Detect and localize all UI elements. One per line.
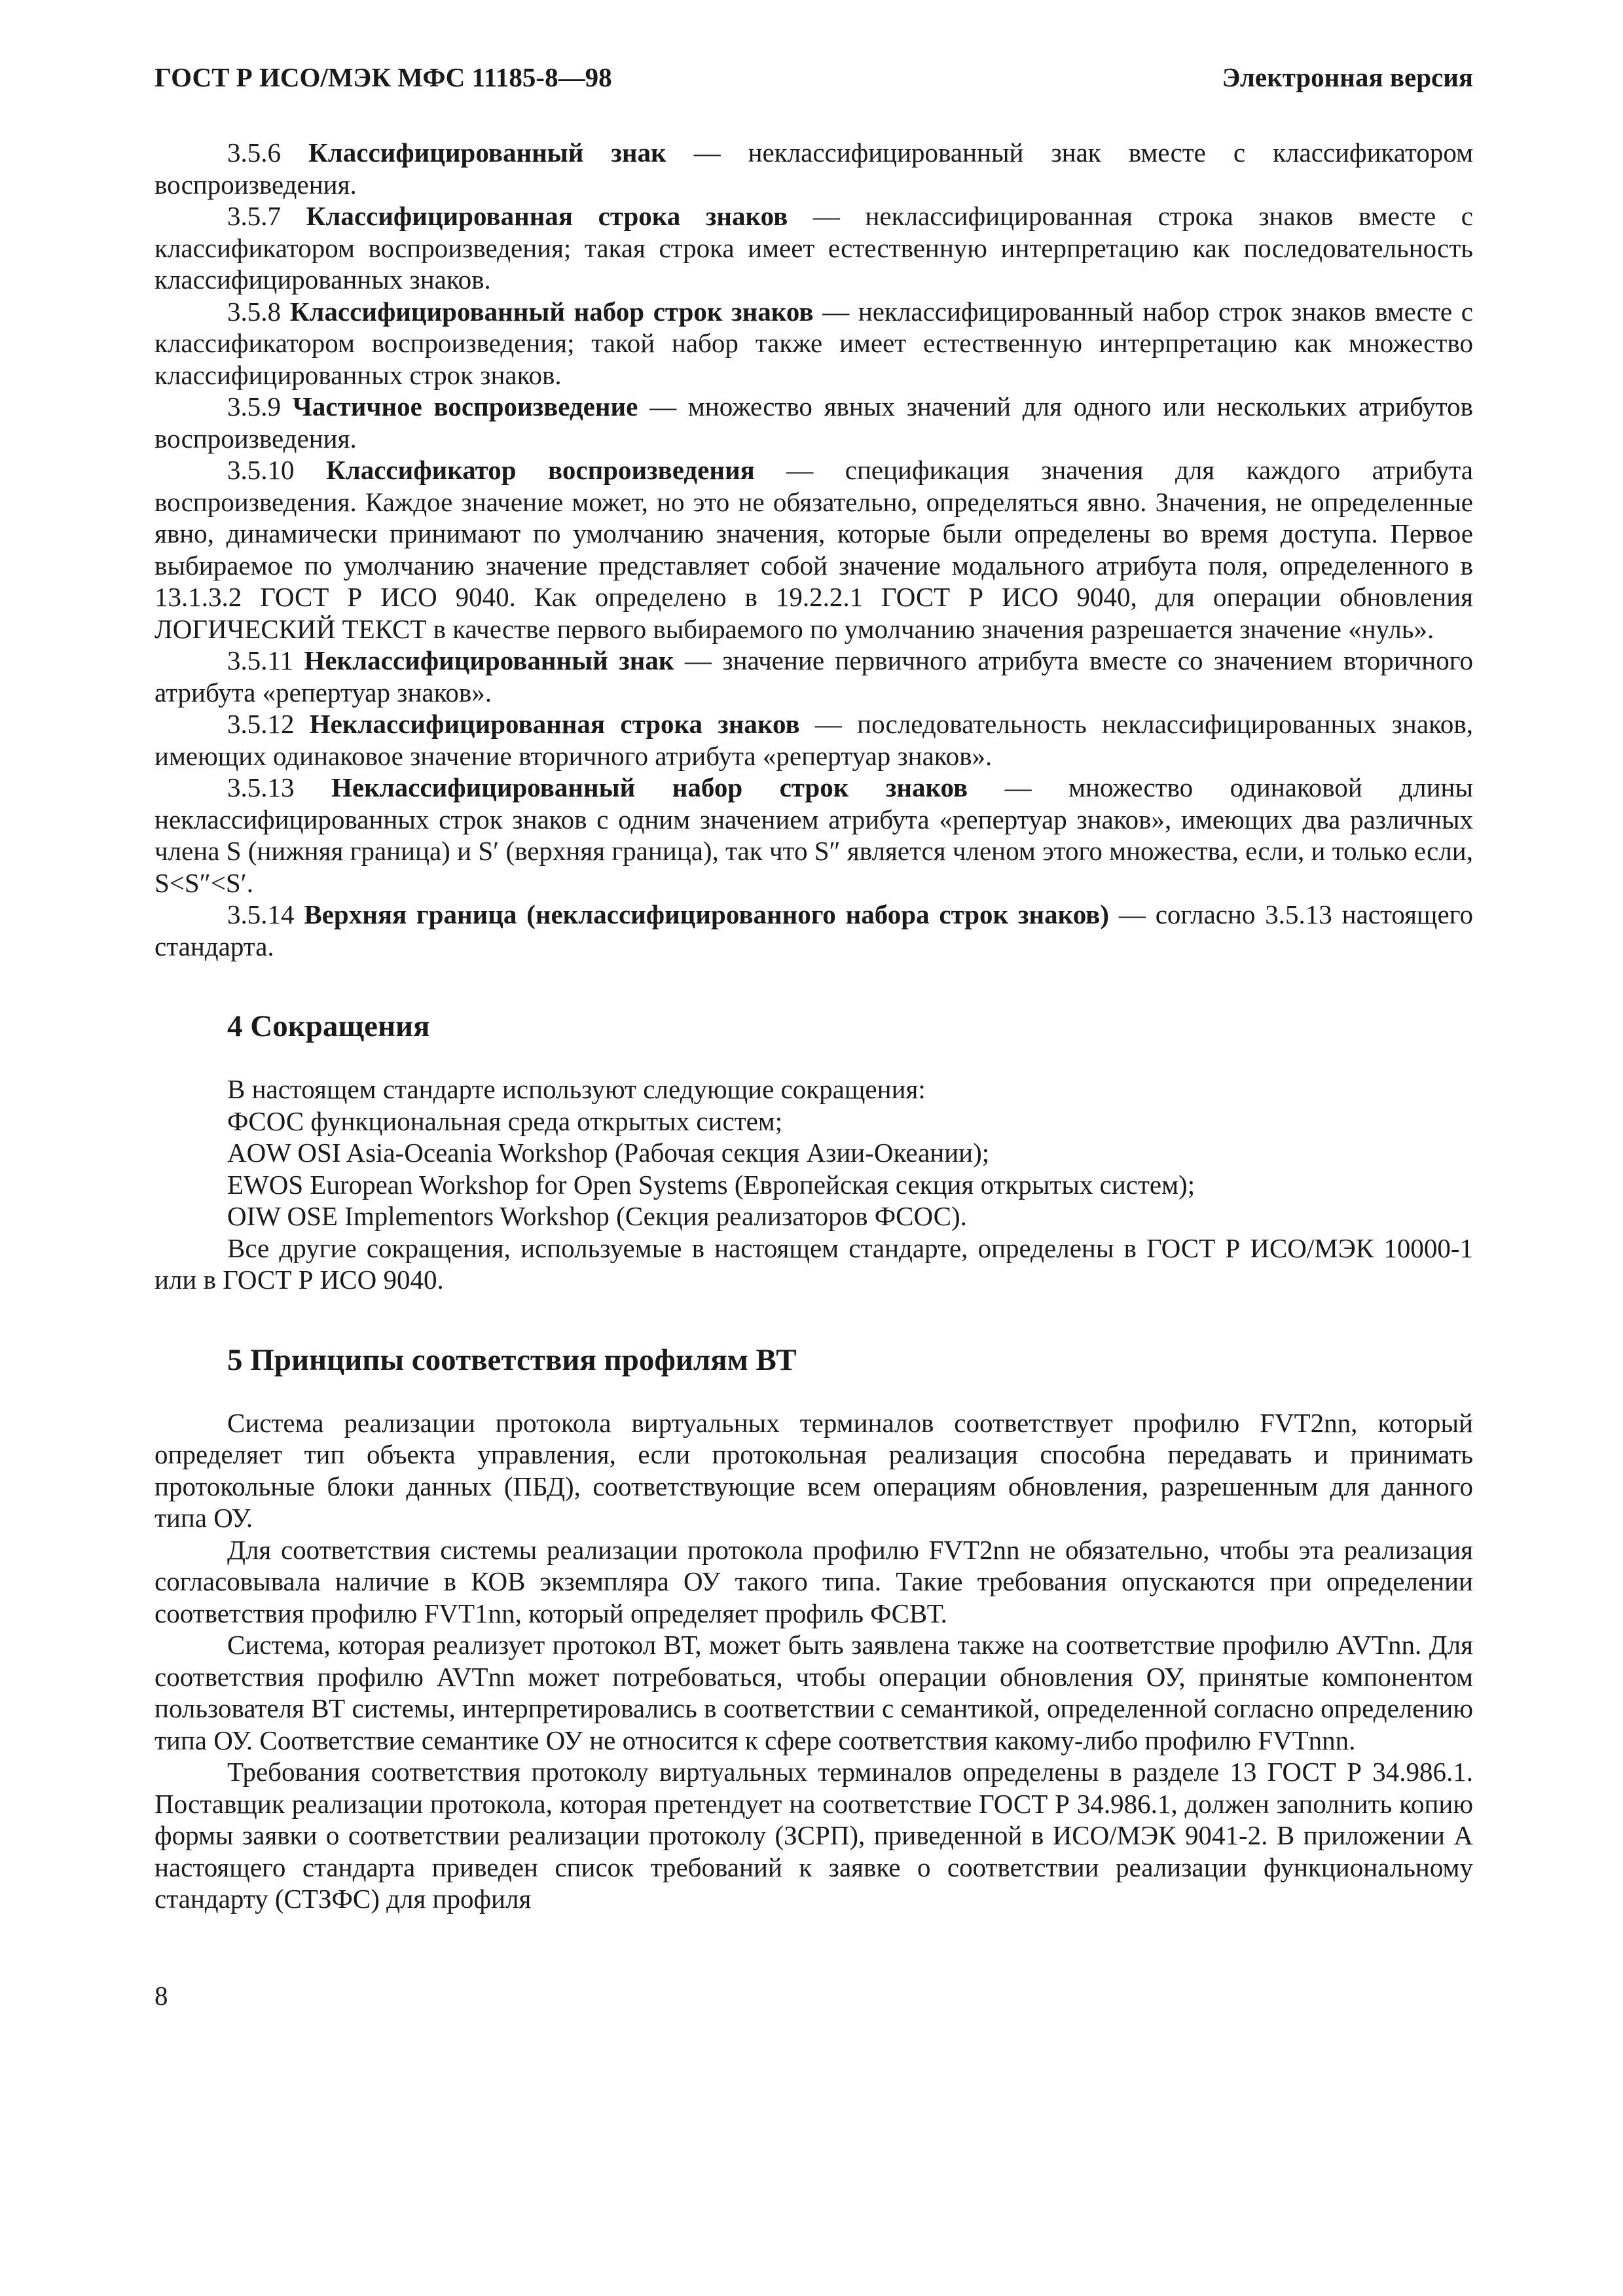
- definition-3-5-6: 3.5.6 Классифицированный знак — неклассифицированный знак вместе с классификатором воспроизведения.: [155, 137, 1474, 200]
- definition-3-5-14: 3.5.14 Верхняя граница (неклассифицированного набора строк знаков) — согласно 3.5.13 настоящего стандарта.: [155, 899, 1473, 961]
- abbreviation-item: AOW OSI Asia-Oceania Workshop (Рабочая секция Азии-Океании);: [227, 1138, 990, 1168]
- version-label: Электронная версия: [1222, 62, 1473, 92]
- section-5-paragraph: Система, которая реализует протокол ВТ, может быть заявлена также на соответствие профилю AVTnn. Для соответствия профилю AVTnn может потребоваться, чтобы операции обновления ОУ, принятые компонентом пользователя ВТ системы, интерпретировались в соответствии с семантикой, определенной согласно определению типа ОУ. Соответствие семантике ОУ не относится к сфере соответствия какому-либо профилю FVTnnn.: [155, 1630, 1473, 1755]
- term: Неклассифицированная строка знаков: [309, 709, 800, 739]
- section-5-paragraph: Требования соответствия протоколу виртуальных терминалов определены в разделе 13 ГОСТ Р 34.986.1. Поставщик реализации протокола, которая претендует на соответствие ГОСТ Р 34.986.1, должен заполнить копию формы заявки о соответствии реализации протоколу (ЗСРП), приведенной в ИСО/МЭК 9041-2. В приложении А настоящего стандарта приведен список требований к заявке о соответствии реализации функциональному стандарту (СТЗФС) для профиля: [155, 1757, 1473, 1914]
- definition-3-5-11: 3.5.11 Неклассифицированный знак — значение первичного атрибута вместе со значением вторичного атрибута «репертуар знаков».: [155, 645, 1473, 708]
- term: Классифицированный набор строк знаков: [289, 296, 814, 327]
- term: Классифицированная строка знаков: [306, 201, 788, 231]
- page-header: [155, 58, 1473, 97]
- term: Классификатор воспроизведения: [325, 455, 755, 485]
- definition-3-5-12: 3.5.12 Неклассифицированная строка знаков — последовательность неклассифицированных знаков, имеющих одинаковое значение вторичного атрибута «репертуар знаков».: [155, 709, 1474, 771]
- section-4-title: 4 Сокращения: [227, 1009, 430, 1043]
- section-5-title: 5 Принципы соответствия профилям ВТ: [227, 1342, 797, 1377]
- term: Неклассифицированный знак: [304, 645, 674, 675]
- abbreviations-intro: В настоящем стандарте используют следующие сокращения:: [227, 1074, 926, 1104]
- page-number: 8: [155, 1981, 168, 2011]
- term: Верхняя граница (неклассифицированного набора строк знаков): [304, 899, 1109, 929]
- definition-3-5-9: 3.5.9 Частичное воспроизведение — множество явных значений для одного или нескольких атрибутов воспроизведения.: [155, 391, 1474, 454]
- definition-3-5-13: 3.5.13 Неклассифицированный набор строк знаков — множество одинаковой длины неклассифицированных строк знаков с одним значением атрибута «репертуар знаков», имеющих два различных члена S (нижняя граница) и S′ (верхняя граница), так что S″ является членом этого множества, если, и только если, S<S″<S′.: [155, 772, 1474, 898]
- section-5-paragraph: Система реализации протокола виртуальных терминалов соответствует профилю FVT2nn, который определяет тип объекта управления, если протокольная реализация способна передавать и принимать протокольные блоки данных (ПБД), соответствующие всем операциям обновления, разрешенным для данного типа ОУ.: [155, 1407, 1473, 1533]
- definition-3-5-10: 3.5.10 Классификатор воспроизведения — спецификация значения для каждого атрибута воспроизведения. Каждое значение может, но это не обязательно, определяться явно. Значения, не определенные явно, динамически принимают по умолчанию значения, которые были определены во время доступа. Первое выбираемое по умолчанию значение представляет собой значение модального атрибута поля, определенного в 13.1.3.2 ГОСТ Р ИСО 9040. Как определено в 19.2.2.1 ГОСТ Р ИСО 9040, для операции обновления ЛОГИЧЕСКИЙ ТЕКСТ в качестве первого выбираемого по умолчанию значения разрешается значение «нуль».: [155, 455, 1473, 644]
- abbreviations-closing: Все другие сокращения, используемые в настоящем стандарте, определены в ГОСТ Р ИСО/МЭК 10000-1 или в ГОСТ Р ИСО 9040.: [155, 1232, 1473, 1295]
- term: Частичное воспроизведение: [292, 391, 638, 422]
- page-content: [155, 137, 1473, 1915]
- term: Классифицированный знак: [308, 137, 666, 168]
- term: Неклассифицированный набор строк знаков: [331, 772, 968, 802]
- abbreviation-item: ФСОС функциональная среда открытых систем;: [227, 1105, 783, 1136]
- section-5-paragraph: Для соответствия системы реализации протокола профилю FVT2nn не обязательно, чтобы эта реализация согласовывала наличие в КОВ экземпляра ОУ такого типа. Такие требования опускаются при определении соответствия профилю FVT1nn, который определяет профиль ФСВТ.: [155, 1534, 1473, 1628]
- definition-3-5-7: 3.5.7 Классифицированная строка знаков — неклассифицированная строка знаков вместе с классификатором воспроизведения; такая строка имеет естественную интерпретацию как последовательность классифицированных знаков.: [155, 201, 1473, 295]
- abbreviation-item: EWOS European Workshop for Open Systems (Европейская секция открытых систем);: [227, 1169, 1195, 1200]
- document-code: ГОСТ Р ИСО/МЭК МФС 11185-8—98: [155, 62, 612, 92]
- definition-3-5-8: 3.5.8 Классифицированный набор строк знаков — неклассифицированный набор строк знаков вместе с классификатором воспроизведения; такой набор также имеет естественную интерпретацию как множество классифицированных строк знаков.: [155, 296, 1473, 390]
- abbreviation-item: OIW OSE Implementors Workshop (Секция реализаторов ФСОС).: [227, 1201, 967, 1231]
